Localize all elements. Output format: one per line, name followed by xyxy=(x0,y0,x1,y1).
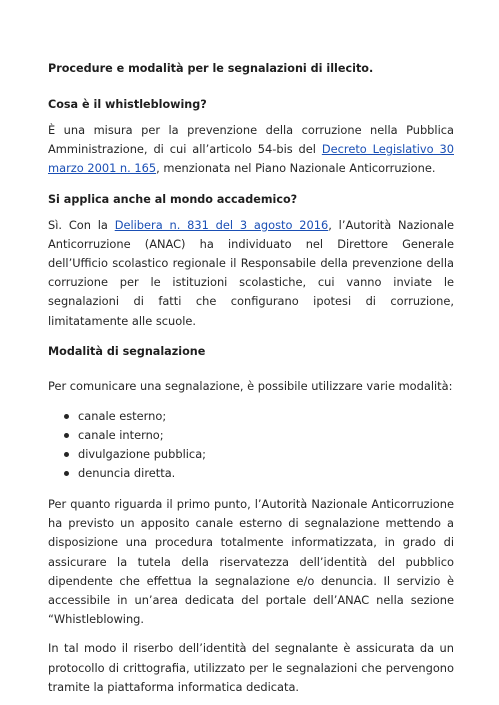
list-item: canale esterno; xyxy=(48,407,454,426)
paragraph-text: , l’Autorità Nazionale Anticorruzione (ANAC) ha individuato nel Direttore Generale dell’Ufficio scolastico regionale il Responsabile della prevenzione della corruzione per le istituzioni scolastiche, cui vanno inviate le segnalazioni di fatti che configurano ipotesi di corruzione, limitatamente alle scuole. xyxy=(48,217,454,328)
list-item: canale interno; xyxy=(48,426,454,445)
paragraph-modalita-intro: Per comunicare una segnalazione, è possibile utilizzare varie modalità: xyxy=(48,378,453,393)
modalita-list xyxy=(48,407,454,483)
paragraph-canale-esterno: Per quanto riguarda il primo punto, l’Autorità Nazionale Anticorruzione ha previsto un apposito canale esterno di segnalazione mettendo a disposizione una procedura totalmente informatizzata, in grado di assicurare la tutela della riservatezza dell’identità del pubblico dipendente che effettua la segnalazione e/o denuncia. Il servizio è accessibile in un’area dedicata del portale dell’ANAC nella sezione “Whistleblowing. xyxy=(48,497,454,627)
paragraph-crittografia: In tal modo il riserbo dell’identità del segnalante è assicurata da un protocollo di crittografia, utilizzato per le segnalazioni che pervengono tramite la piattaforma informatica dedicata. xyxy=(48,641,454,694)
paragraph-accademico xyxy=(48,216,454,331)
decreto-legislativo-link[interactable]: Decreto Legislativo 30 marzo 2001 n. 165 xyxy=(48,142,454,176)
section-heading-accademico: Si applica anche al mondo accademico? xyxy=(48,192,298,206)
list-item: denuncia diretta. xyxy=(48,464,454,483)
document-page xyxy=(48,62,454,697)
paragraph-whistleblowing-definition xyxy=(48,121,454,179)
paragraph-text: Sì. Con la xyxy=(48,217,115,232)
list-item: divulgazione pubblica; xyxy=(48,445,454,464)
section-heading-whistleblowing: Cosa è il whistleblowing? xyxy=(48,98,207,111)
paragraph-text: , menzionata nel Piano Nazionale Anticorruzione. xyxy=(156,161,436,176)
delibera-link[interactable]: Delibera n. 831 del 3 agosto 2016 xyxy=(114,217,329,232)
section-heading-modalita: Modalità di segnalazione xyxy=(48,344,206,358)
document-title: Procedure e modalità per le segnalazioni di illecito. xyxy=(48,62,374,75)
paragraph-text: È una misura per la prevenzione della corruzione nella Pubblica Amministrazione, di cui all’articolo 54-bis del xyxy=(48,123,454,157)
